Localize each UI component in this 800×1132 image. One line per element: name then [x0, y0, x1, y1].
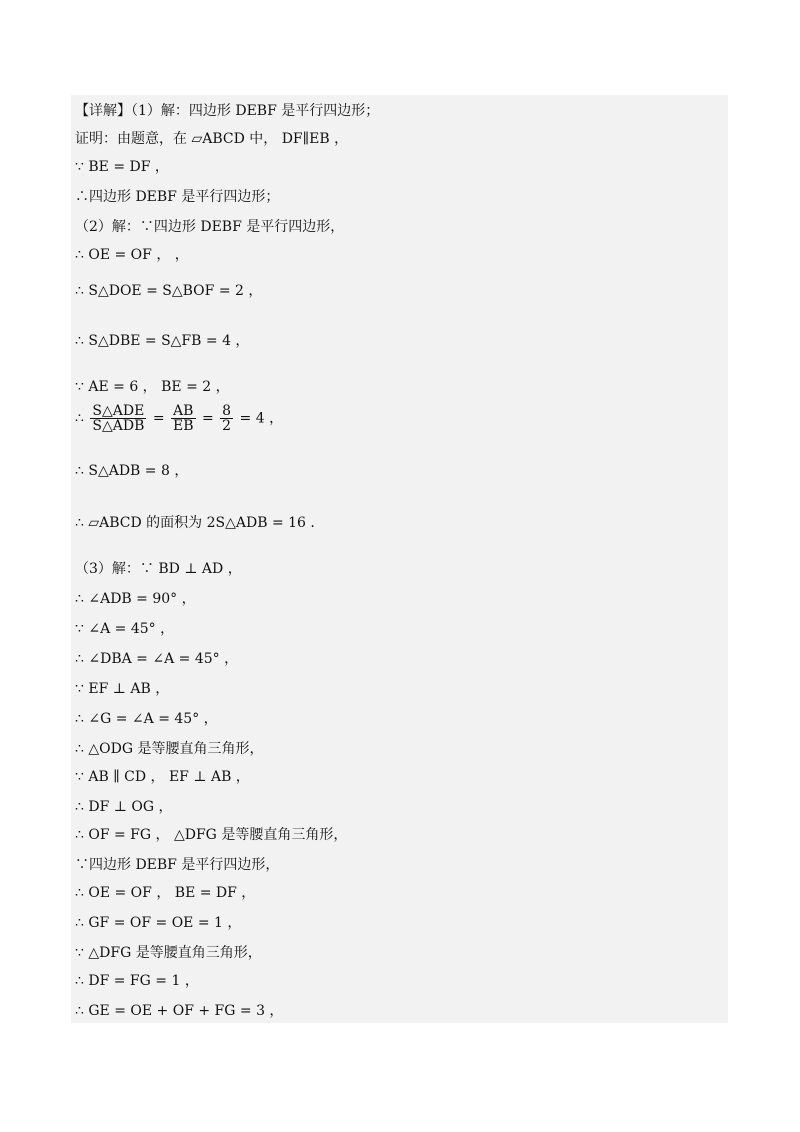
fraction-2-numerator: AB	[171, 404, 196, 419]
text-line: ∴ GF = OF = OE = 1 ，	[75, 915, 242, 931]
fraction-1-denominator: S△ADB	[92, 418, 145, 434]
text-line: ∵ AE = 6 ， BE = 2 ，	[75, 379, 230, 395]
fraction-1	[90, 404, 146, 433]
text-line: ∵ BE = DF ，	[75, 159, 169, 175]
equals-sign: =	[201, 410, 214, 427]
fraction-3	[220, 404, 233, 433]
text-line: ∴ △ODG 是等腰直角三角形，	[75, 741, 264, 757]
text-line: ∵ AB ∥ CD ， EF ⊥ AB ，	[75, 769, 250, 785]
fraction-tail: = 4 ，	[239, 410, 284, 427]
fraction-line	[75, 404, 283, 433]
text-line: ∴ S△ADB = 8 ，	[75, 463, 189, 479]
text-line: ∴ ▱ABCD 的面积为 2S△ADB = 16 .	[75, 515, 315, 531]
text-line: ∵ EF ⊥ AB ，	[75, 681, 170, 697]
text-line: ∴ DF ⊥ OG ，	[75, 799, 173, 815]
text-line: 证明：由题意，在 ▱ABCD 中， DF∥EB ，	[75, 131, 349, 147]
text-line: 【详解】（1）解：四边形 DEBF 是平行四边形；	[75, 103, 380, 119]
text-line: （2）解：∵四边形 DEBF 是平行四边形，	[75, 219, 345, 235]
text-line: ∴ ∠DBA = ∠A = 45° ，	[75, 651, 239, 667]
text-line: ∴ S△DOE = S△BOF = 2 ，	[75, 283, 263, 299]
fraction-2	[171, 404, 196, 433]
text-line: ∴ ∠ADB = 90° ，	[75, 591, 196, 607]
equals-sign: =	[152, 410, 165, 427]
text-line: ∴ S△DBE = S△FB = 4 ，	[75, 333, 250, 349]
text-line: ∴ DF = FG = 1 ，	[75, 973, 199, 989]
text-line: ∴ OE = OF ， BE = DF ，	[75, 885, 256, 901]
text-line: ∴ OE = OF ， ，	[75, 247, 189, 263]
fraction-2-denominator: EB	[173, 418, 194, 434]
fraction-3-numerator: 8	[222, 403, 232, 419]
text-line: ∵ ∠A = 45° ，	[75, 621, 175, 637]
text-line: （3）解：∵ BD ⊥ AD ，	[75, 561, 242, 577]
fraction-lead: ∴	[75, 410, 84, 427]
text-line: ∴ ∠G = ∠A = 45° ，	[75, 711, 218, 727]
fraction-1-numerator: S△ADE	[90, 404, 146, 419]
text-line: ∴ GE = OE + OF + FG = 3 ，	[75, 1003, 284, 1019]
text-line: ∴四边形 DEBF 是平行四边形；	[75, 189, 280, 205]
text-line: ∴ OF = FG ， △DFG 是等腰直角三角形，	[75, 827, 348, 843]
text-line: ∵ △DFG 是等腰直角三角形，	[75, 945, 262, 961]
text-line: ∵四边形 DEBF 是平行四边形，	[75, 857, 280, 873]
fraction-3-denominator: 2	[222, 418, 232, 434]
